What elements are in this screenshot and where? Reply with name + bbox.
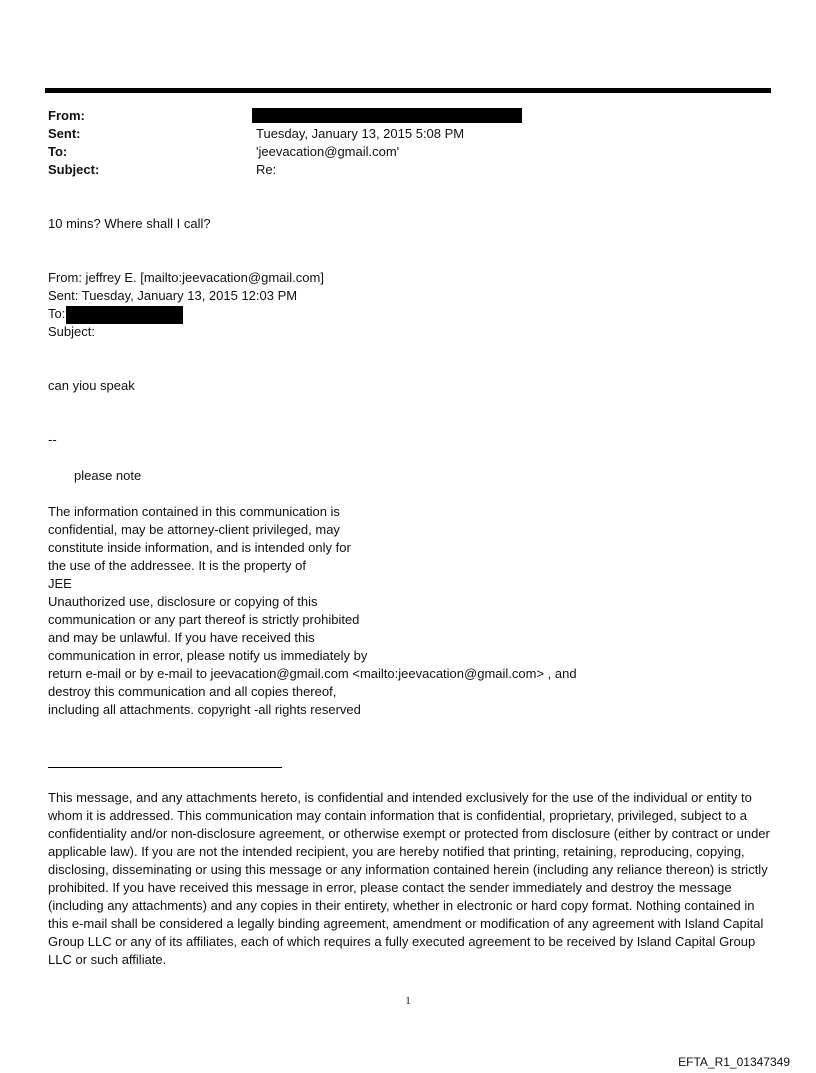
to-label: To: [48,144,68,159]
signature-dashes: -- [48,432,57,447]
please-note: please note [74,468,142,483]
quoted-sent-line: Sent: Tuesday, January 13, 2015 12:03 PM [48,288,298,303]
disclaimer-line: the use of the addressee. It is the property of [48,558,306,573]
to-value: 'jeevacation@gmail.com' [256,144,400,159]
quoted-body: can yiou speak [48,378,135,393]
disclaimer-line: confidential, may be attorney-client privileged, may [48,522,340,537]
disclaimer-line: constitute inside information, and is intended only for [48,540,351,555]
subject-label: Subject: [48,162,100,177]
quoted-subject-line: Subject: [48,324,95,339]
subject-value: Re: [256,162,277,177]
footer-separator [48,767,282,768]
footer-disclaimer: This message, and any attachments hereto, is confidential and intended exclusively for the use of the individual or entity to whom it is addressed. This communication may contain information that is confidential, proprietary, privileged, subject to a confidentiality and/or non-disclosure agreement, or otherwise exempt or protected from disclosure (either by contract or under applicable law). If you are not the intended recipient, you are hereby notified that printing, retaining, reproducing, copying, disclosing, disseminating or using this message or any information contained herein (including any reliance thereon) is strictly prohibited. If you have received this message in error, please contact the sender immediately and destroy the message (including any attachments) and any copies in their entirety, whether in electronic or hard copy format. Nothing contained in this e-mail shall be considered a legally binding agreement, amendment or modification of any agreement with Island Capital Group LLC or any of its affiliates, each of which requires a fully executed agreement to be received by Island Capital Group LLC or such affiliate. [48,790,770,967]
document-id: EFTA_R1_01347349 [678,1055,790,1069]
disclaimer-line: The information contained in this communication is [48,504,340,519]
reply-body: 10 mins? Where shall I call? [48,216,211,231]
sent-label: Sent: [48,126,81,141]
from-label: From: [48,108,85,123]
quoted-from-line: From: jeffrey E. [mailto:jeevacation@gmail.com] [48,270,324,285]
quoted-to-label: To: [48,306,66,321]
disclaimer-line: return e-mail or by e-mail to jeevacation@gmail.com <mailto:jeevacation@gmail.com> , and [48,666,577,681]
disclaimer-line: destroy this communication and all copies thereof, [48,684,337,699]
quoted-disclaimer [48,503,577,719]
disclaimer-line: communication in error, please notify us immediately by [48,648,368,663]
disclaimer-line: and may be unlawful. If you have received this [48,630,315,645]
redacted-to [66,306,183,324]
header-rule [45,88,771,93]
redacted-from [252,108,522,123]
disclaimer-line: including all attachments. copyright -all rights reserved [48,702,361,717]
disclaimer-line: communication or any part thereof is strictly prohibited [48,612,360,627]
sent-value: Tuesday, January 13, 2015 5:08 PM [256,126,465,141]
page-number: 1 [405,995,411,1007]
disclaimer-line: JEE [48,576,72,591]
disclaimer-line: Unauthorized use, disclosure or copying of this [48,594,318,609]
